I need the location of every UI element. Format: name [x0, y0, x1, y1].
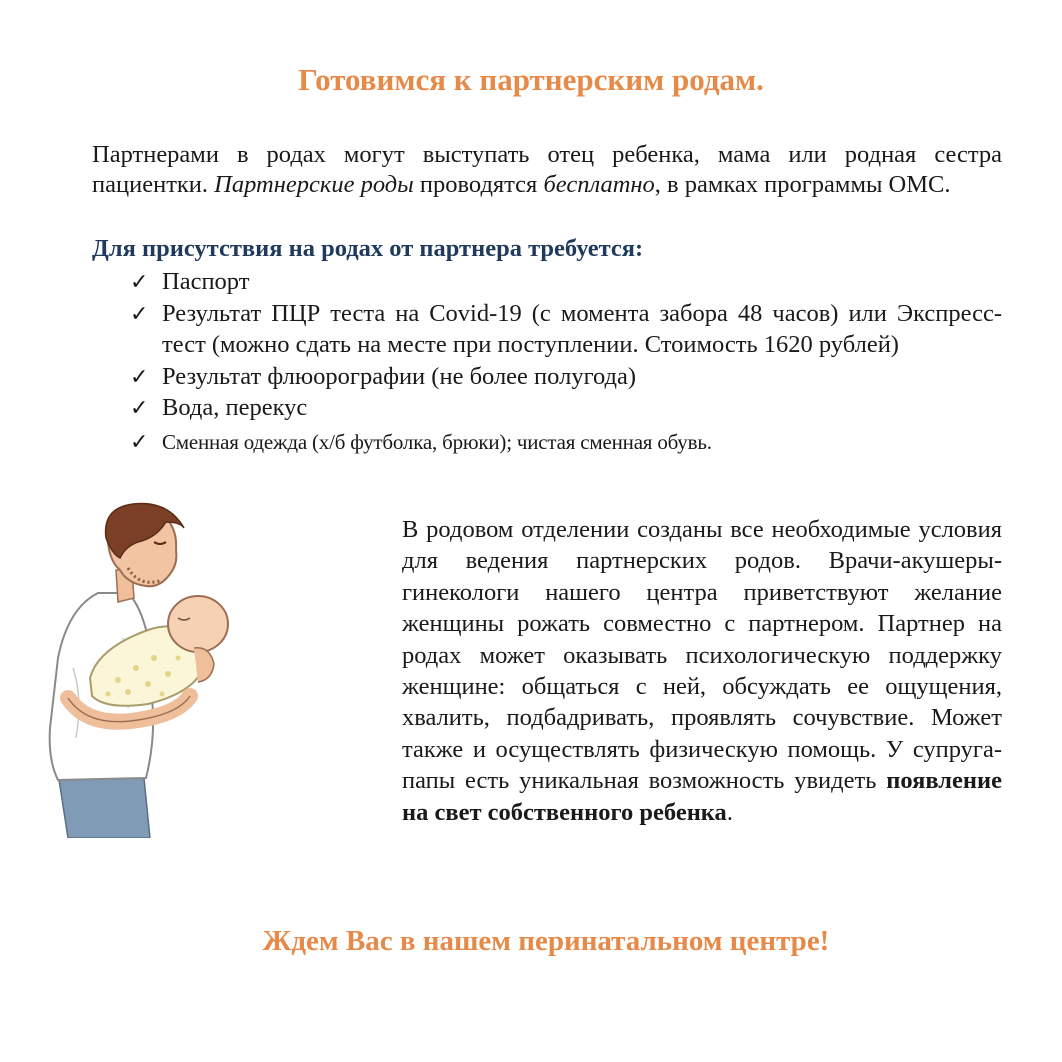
footer-slogan: Ждем Вас в нашем перинатальном центре! — [262, 925, 830, 957]
checkmark-icon: ✓ — [130, 395, 149, 420]
list-item-text: Паспорт — [162, 268, 250, 295]
page-title: Готовимся к партнерским родам. — [298, 62, 764, 97]
body-text: В родовом отделении созданы все необходимые условия для ведения партнерских родов. Врачи-акушеры-гинекологи нашего центра приветствуют желание женщины рожать совместно с партнером. Партнер на родах может оказывать психологическую поддержку женщине: общаться с ней, обсуждать ее ощущения, хвалить, подбадривать, проявлять сочувствие. Может также и осуществлять физическую помощь. У супруга-папы есть уникальная возможность увидеть — [402, 516, 1002, 795]
list-item-text: Вода, перекус — [162, 394, 308, 421]
list-item-text: Сменная одежда (х/б футболка, брюки); чистая сменная обувь. — [162, 429, 712, 454]
list-item — [130, 266, 1002, 298]
list-item — [130, 424, 1002, 460]
body-paragraph — [402, 514, 1002, 828]
intro-italic-1: Партнерские роды — [214, 171, 414, 198]
intro-italic-2: бесплатно — [543, 171, 655, 198]
list-item-text: Результат ПЦР теста на Covid-19 (с момента забора 48 часов) или Экспресс-тест (можно сдать на месте при поступлении. Стоимость 1620 рублей) — [162, 299, 1002, 358]
list-item — [130, 361, 1002, 393]
checkmark-icon: ✓ — [130, 428, 149, 454]
checkmark-icon: ✓ — [130, 269, 149, 294]
intro-text-1: Партнерами в родах могут выступать отец ребенка, мама или родная сестра пациентки. — [92, 141, 1002, 198]
requirements-list — [130, 266, 1002, 460]
body-end: . — [726, 798, 733, 826]
body-emphasis: появление на свет собственного ребенка — [402, 767, 1002, 826]
requirements-heading: Для присутствия на родах от партнера требуется: — [92, 235, 644, 262]
intro-paragraph — [92, 140, 1002, 200]
checkmark-icon: ✓ — [130, 300, 149, 326]
list-item — [130, 392, 1002, 424]
list-item — [130, 298, 1002, 361]
intro-text-3: , в рамках программы ОМС. — [654, 171, 951, 198]
checkmark-icon: ✓ — [130, 363, 149, 389]
list-item-text: Результат флюорографии (не более полугода) — [162, 362, 637, 390]
father-holding-baby-illustration — [28, 498, 358, 838]
intro-text-2: проводятся — [413, 171, 544, 198]
